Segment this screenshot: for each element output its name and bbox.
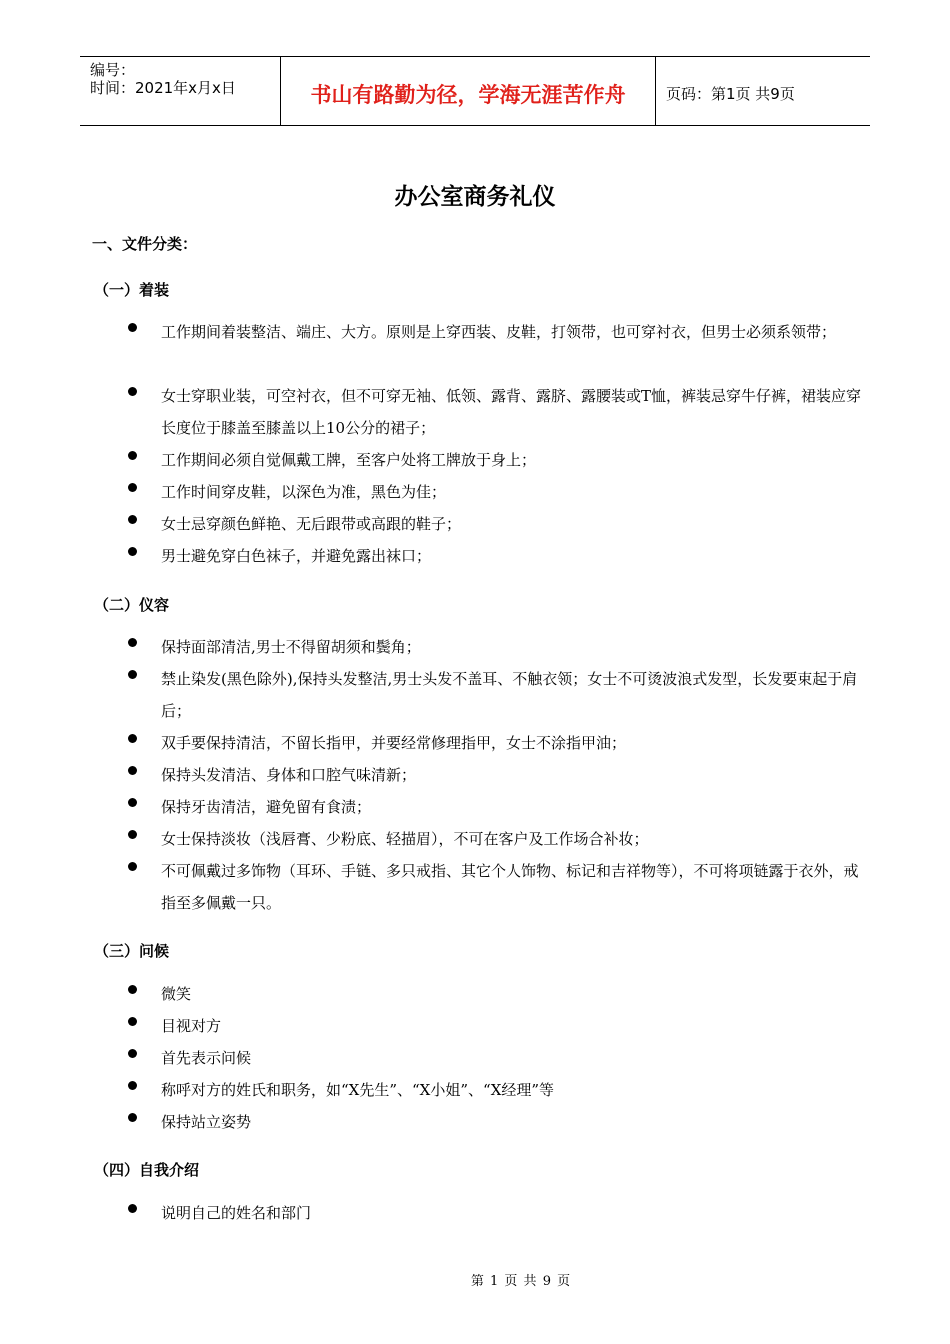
header-motto: 书山有路勤为径，学海无涯苦作舟 <box>310 83 626 107</box>
bullet-icon <box>128 483 137 492</box>
bullet-icon <box>128 1204 137 1213</box>
bullet-icon <box>128 1017 137 1026</box>
list-item: 男士避免穿白色袜子，并避免露出袜口； <box>128 540 863 572</box>
list-item: 首先表示问候 <box>128 1042 863 1074</box>
subsection-heading-self-intro: （四）自我介绍 <box>94 1161 200 1179</box>
list-item: 双手要保持清洁，不留长指甲，并要经常修理指甲，女士不涂指甲油； <box>128 727 863 759</box>
bullet-icon <box>128 1113 137 1122</box>
bullet-icon <box>128 766 137 775</box>
subsection-heading-attire: （一）着装 <box>94 281 170 299</box>
bullet-icon <box>128 451 137 460</box>
bullet-icon <box>128 798 137 807</box>
bullet-icon <box>128 323 137 332</box>
header-motto-cell <box>280 57 656 125</box>
bullet-icon <box>128 387 137 396</box>
bullet-icon <box>128 1049 137 1058</box>
list-item: 不可佩戴过多饰物（耳环、手链、多只戒指、其它个人饰物、标记和吉祥物等），不可将项链露于衣外，戒指至多佩戴一只。 <box>128 855 863 919</box>
subsection-heading-greeting: （三）问候 <box>94 942 170 960</box>
bullet-icon <box>128 734 137 743</box>
list-item: 保持站立姿势 <box>128 1106 863 1138</box>
bullet-icon <box>128 1081 137 1090</box>
list-item: 微笑 <box>128 978 863 1010</box>
header-page-code: 页码：第1页 共9页 <box>666 85 795 103</box>
bullet-icon <box>128 547 137 556</box>
document-title: 办公室商务礼仪 <box>394 184 556 210</box>
header-meta-cell <box>80 57 280 125</box>
bullet-icon <box>128 638 137 647</box>
list-item: 目视对方 <box>128 1010 863 1042</box>
page-footer: 第 1 页 共 9 页 <box>470 1274 572 1289</box>
list-item: 禁止染发(黑色除外),保持头发整洁,男士头发不盖耳、不触衣领；女士不可烫波浪式发型，长发要束起于肩后； <box>128 663 863 727</box>
bullet-icon <box>128 670 137 679</box>
list-item: 女士保持淡妆（浅唇膏、少粉底、轻描眉），不可在客户及工作场合补妆； <box>128 823 863 855</box>
bullet-icon <box>128 830 137 839</box>
list-item: 工作期间着装整洁、端庄、大方。原则是上穿西装、皮鞋，打领带，也可穿衬衣，但男士必须系领带； <box>128 316 863 348</box>
doc-number-label: 编号： <box>90 61 136 79</box>
list-item: 工作时间穿皮鞋，以深色为准，黑色为佳； <box>128 476 863 508</box>
list-item: 保持牙齿清洁，避免留有食渍； <box>128 791 863 823</box>
list-item: 女士穿职业装，可空衬衣，但不可穿无袖、低领、露背、露脐、露腰装或T恤，裤装忌穿牛仔裤，裙装应穿长度位于膝盖至膝盖以上10公分的裙子； <box>128 380 863 444</box>
doc-time-label: 时间：2021年x月x日 <box>90 79 236 97</box>
list-item: 说明自己的姓名和部门 <box>128 1197 863 1229</box>
list-item: 称呼对方的姓氏和职务，如“X先生”、“X小姐”、“X经理”等 <box>128 1074 863 1106</box>
header-page-cell <box>656 57 870 125</box>
list-item: 女士忌穿颜色鲜艳、无后跟带或高跟的鞋子； <box>128 508 863 540</box>
bullet-icon <box>128 515 137 524</box>
list-item: 工作期间必须自觉佩戴工牌，至客户处将工牌放于身上； <box>128 444 863 476</box>
list-item: 保持头发清洁、身体和口腔气味清新； <box>128 759 863 791</box>
bullet-icon <box>128 862 137 871</box>
list-item: 保持面部清洁,男士不得留胡须和鬓角； <box>128 631 863 663</box>
bullet-icon <box>128 985 137 994</box>
subsection-heading-appearance: （二）仪容 <box>94 596 170 614</box>
document-header <box>80 56 870 126</box>
section-heading: 一、文件分类： <box>92 235 198 253</box>
